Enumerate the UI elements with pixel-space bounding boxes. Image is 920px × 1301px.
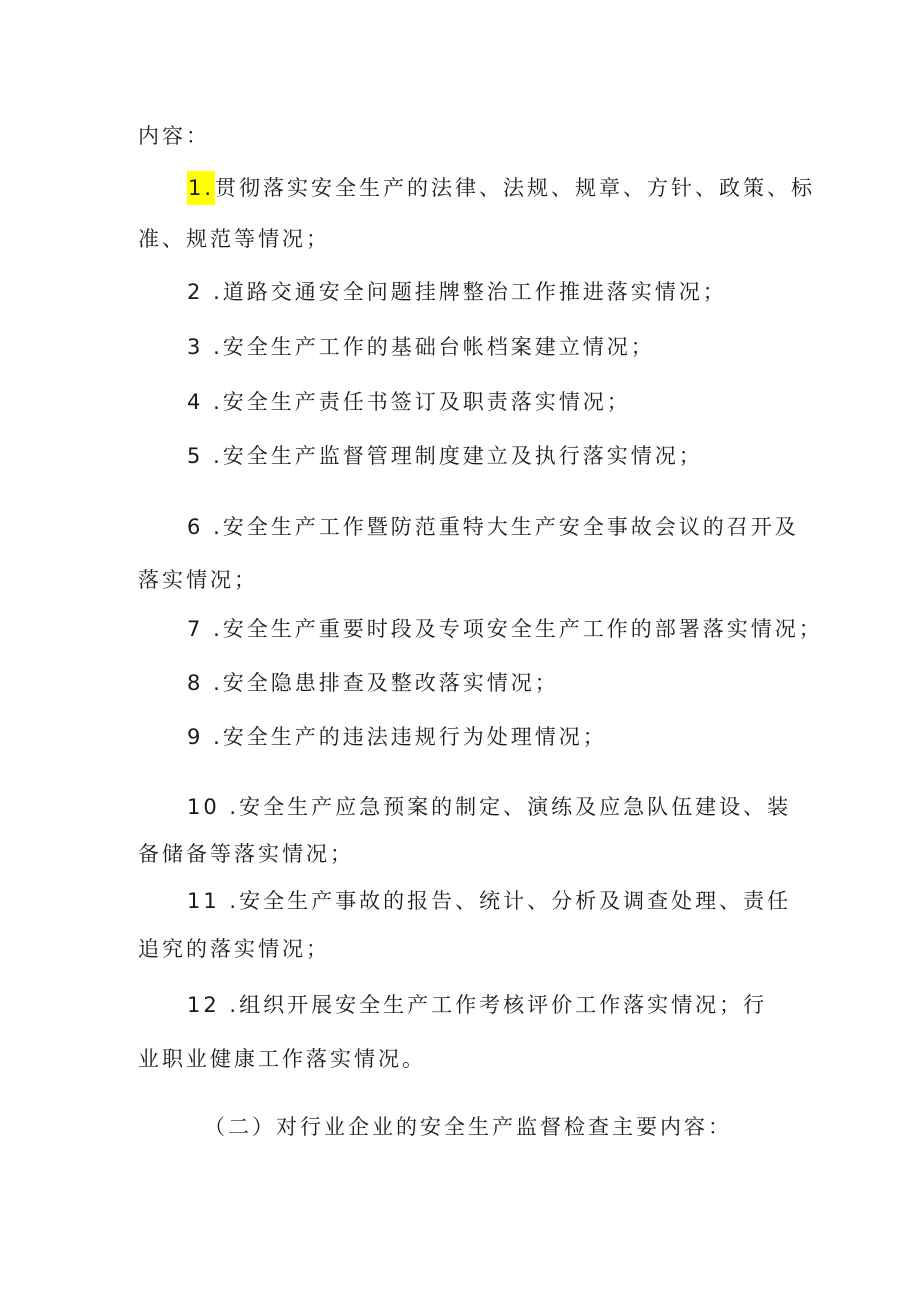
item-4-text: .安全生产责任书签订及职责落实情况； (213, 390, 631, 414)
list-item-12 (187, 991, 767, 1019)
list-item-2 (187, 278, 727, 306)
item-2-number: 2 (187, 280, 204, 304)
item-11-text: .安全生产事故的报告、统计、分析及调查处理、责任 (229, 889, 792, 913)
item-12-text: .组织开展安全生产工作考核评价工作落实情况；行 (229, 993, 768, 1017)
item-8-number: 8 (187, 671, 204, 695)
item-12-continuation: 业职业健康工作落实情况。 (138, 1047, 426, 1071)
item-6-number: 6 (187, 515, 204, 539)
list-item-8 (187, 669, 559, 697)
list-item-6 (187, 513, 799, 541)
list-item-9 (187, 723, 607, 751)
section-heading: （二）对行业企业的安全生产监督检查主要内容： (204, 1115, 732, 1139)
item-3-number: 3 (187, 335, 204, 359)
list-item-4 (187, 388, 631, 416)
list-item-5 (187, 442, 703, 470)
item-10-text: .安全生产应急预案的制定、演练及应急队伍建设、装 (229, 795, 792, 819)
item-7-number: 7 (187, 617, 204, 641)
item-9-text: .安全生产的违法违规行为处理情况； (213, 725, 607, 749)
item-10-continuation: 备储备等落实情况； (138, 842, 354, 866)
item-1-continuation: 准、规范等情况； (138, 227, 330, 251)
item-11-number: 11 (187, 889, 220, 913)
item-10-number: 10 (187, 795, 220, 819)
list-item-10 (187, 793, 791, 821)
item-5-number: 5 (187, 444, 204, 468)
list-item-11 (187, 887, 791, 915)
list-item-1 (187, 171, 815, 205)
item-7-text: .安全生产重要时段及专项安全生产工作的部署落实情况； (213, 617, 823, 641)
item-9-number: 9 (187, 725, 204, 749)
item-6-continuation: 落实情况； (138, 568, 258, 592)
item-12-number: 12 (187, 993, 220, 1017)
intro-text: 内容： (138, 124, 210, 148)
list-item-7 (187, 615, 823, 643)
item-3-text: .安全生产工作的基础台帐档案建立情况； (213, 335, 655, 359)
item-1-text: 贯彻落实安全生产的法律、法规、规章、方针、政策、标 (215, 176, 816, 200)
item-11-continuation: 追究的落实情况； (138, 937, 330, 961)
item-6-text: .安全生产工作暨防范重特大生产安全事故会议的召开及 (213, 515, 799, 539)
item-2-text: .道路交通安全问题挂牌整治工作推进落实情况； (213, 280, 727, 304)
item-5-text: .安全生产监督管理制度建立及执行落实情况； (213, 444, 703, 468)
item-1-number: 1. (187, 171, 215, 205)
item-4-number: 4 (187, 390, 204, 414)
item-8-text: .安全隐患排查及整改落实情况； (213, 671, 559, 695)
list-item-3 (187, 333, 655, 361)
